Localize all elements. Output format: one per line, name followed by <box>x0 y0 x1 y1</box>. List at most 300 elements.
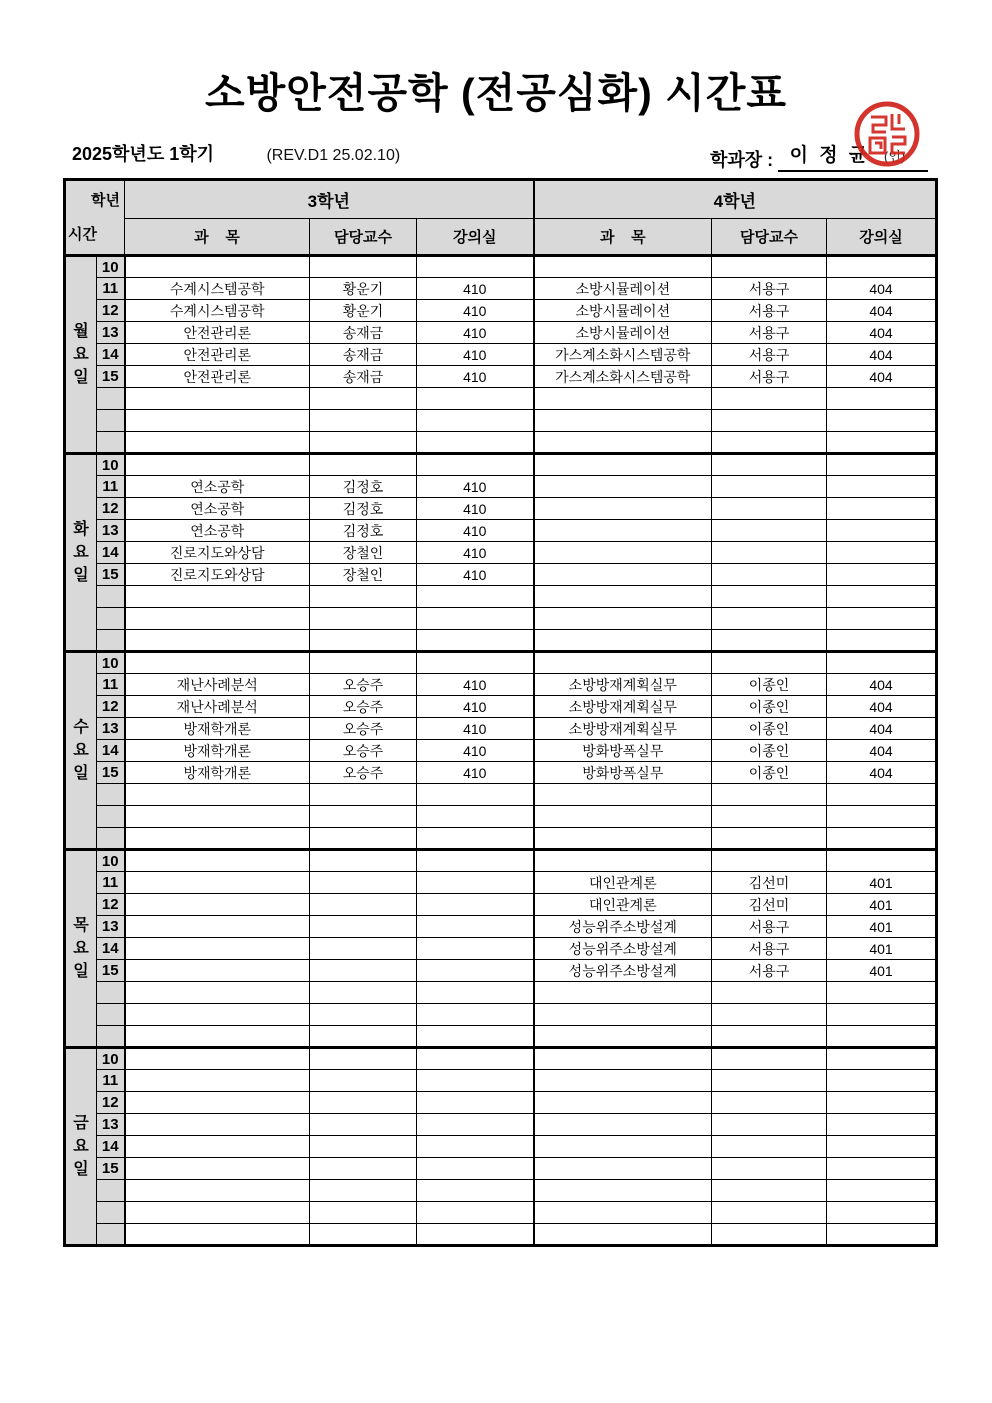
hour-cell: 13 <box>97 718 125 740</box>
timetable-row <box>65 432 937 454</box>
subject-cell-g3: 안전관리론 <box>125 322 310 344</box>
timetable-row <box>65 300 937 322</box>
room-cell-g3 <box>417 608 534 630</box>
subject-cell-g3 <box>125 608 310 630</box>
grade3-header: 3학년 <box>125 180 534 219</box>
timetable-body <box>65 256 937 1246</box>
subject-cell-g3 <box>125 1026 310 1048</box>
professor-cell-g3 <box>310 630 417 652</box>
room-cell-g4 <box>827 1048 937 1070</box>
approver-title: 학과장 : <box>710 150 774 170</box>
professor-cell-g4: 김선미 <box>712 894 827 916</box>
professor-cell-g4 <box>712 1092 827 1114</box>
room-cell-g3 <box>417 806 534 828</box>
room-cell-g3 <box>417 454 534 476</box>
hour-cell: 12 <box>97 498 125 520</box>
room-cell-g4: 404 <box>827 366 937 388</box>
day-label: 목 요 일 <box>65 850 97 1048</box>
subject-cell-g3 <box>125 630 310 652</box>
subject-cell-g4 <box>534 454 712 476</box>
timetable-row <box>65 982 937 1004</box>
professor-cell-g4 <box>712 1004 827 1026</box>
hour-cell: 11 <box>97 1070 125 1092</box>
professor-cell-g4 <box>712 806 827 828</box>
subject-cell-g4 <box>534 1070 712 1092</box>
subject-cell-g4 <box>534 564 712 586</box>
subject-cell-g4: 소방시뮬레이션 <box>534 322 712 344</box>
subject-cell-g4 <box>534 476 712 498</box>
room-cell-g4 <box>827 410 937 432</box>
room-cell-g4 <box>827 520 937 542</box>
room-cell-g4: 404 <box>827 740 937 762</box>
professor-cell-g4: 서용구 <box>712 300 827 322</box>
subject-cell-g3: 방재학개론 <box>125 762 310 784</box>
timetable-row <box>65 410 937 432</box>
professor-cell-g4: 김선미 <box>712 872 827 894</box>
subject-cell-g3: 연소공학 <box>125 476 310 498</box>
timetable-row <box>65 388 937 410</box>
subject-cell-g3 <box>125 652 310 674</box>
timetable-row <box>65 1158 937 1180</box>
professor-cell-g3 <box>310 410 417 432</box>
subject-cell-g4 <box>534 608 712 630</box>
room-cell-g4 <box>827 256 937 278</box>
professor-cell-g3: 오승주 <box>310 696 417 718</box>
professor-cell-g4 <box>712 1224 827 1246</box>
subject-cell-g4 <box>534 256 712 278</box>
hour-cell <box>97 432 125 454</box>
hour-cell <box>97 410 125 432</box>
subject-cell-g4: 소방시뮬레이션 <box>534 278 712 300</box>
subject-cell-g4 <box>534 1026 712 1048</box>
timetable-row <box>65 960 937 982</box>
professor-cell-g4: 이종인 <box>712 696 827 718</box>
room-cell-g3 <box>417 652 534 674</box>
hour-cell: 15 <box>97 564 125 586</box>
room-cell-g4 <box>827 564 937 586</box>
hour-cell: 12 <box>97 1092 125 1114</box>
room-cell-g4: 404 <box>827 344 937 366</box>
professor-cell-g4 <box>712 586 827 608</box>
subject-cell-g4 <box>534 520 712 542</box>
professor-cell-g3 <box>310 806 417 828</box>
timetable-row <box>65 1202 937 1224</box>
timetable-row <box>65 630 937 652</box>
subject-cell-g4 <box>534 542 712 564</box>
subject-cell-g4 <box>534 806 712 828</box>
timetable <box>63 178 938 1247</box>
professor-cell-g4 <box>712 410 827 432</box>
professor-cell-g4 <box>712 982 827 1004</box>
timetable-row <box>65 454 937 476</box>
room-cell-g4: 401 <box>827 872 937 894</box>
professor-cell-g3: 김정호 <box>310 476 417 498</box>
subject-cell-g4 <box>534 828 712 850</box>
professor-cell-g3 <box>310 872 417 894</box>
room-cell-g3: 410 <box>417 498 534 520</box>
room-cell-g3 <box>417 410 534 432</box>
subject-cell-g4: 가스계소화시스템공학 <box>534 344 712 366</box>
professor-cell-g4 <box>712 1114 827 1136</box>
subject-cell-g4 <box>534 652 712 674</box>
room-cell-g3: 410 <box>417 344 534 366</box>
corner-header <box>65 180 125 256</box>
subject-cell-g4 <box>534 432 712 454</box>
subject-cell-g3 <box>125 1114 310 1136</box>
hour-cell: 14 <box>97 542 125 564</box>
professor-cell-g4: 이종인 <box>712 718 827 740</box>
grade4-header: 4학년 <box>534 180 937 219</box>
timetable-row <box>65 850 937 872</box>
professor-cell-g4 <box>712 652 827 674</box>
hour-cell <box>97 1004 125 1026</box>
timetable-row <box>65 542 937 564</box>
hour-cell <box>97 982 125 1004</box>
timetable-row <box>65 828 937 850</box>
room-cell-g4 <box>827 630 937 652</box>
professor-cell-g4: 서용구 <box>712 366 827 388</box>
room-cell-g4 <box>827 1092 937 1114</box>
hour-cell <box>97 586 125 608</box>
subject-cell-g3 <box>125 1180 310 1202</box>
room-cell-g4: 401 <box>827 938 937 960</box>
subject-cell-g4: 대인관계론 <box>534 894 712 916</box>
room-cell-g4 <box>827 1158 937 1180</box>
hour-cell: 11 <box>97 278 125 300</box>
hour-cell: 12 <box>97 300 125 322</box>
hour-cell: 11 <box>97 674 125 696</box>
subject-cell-g3: 방재학개론 <box>125 740 310 762</box>
room-cell-g4 <box>827 1180 937 1202</box>
subject-cell-g3 <box>125 1048 310 1070</box>
room-cell-g4: 404 <box>827 762 937 784</box>
subject-cell-g4: 소방시뮬레이션 <box>534 300 712 322</box>
subject-cell-g4: 성능위주소방설계 <box>534 938 712 960</box>
timetable-row <box>65 938 937 960</box>
hour-cell: 15 <box>97 1158 125 1180</box>
professor-cell-g3 <box>310 1136 417 1158</box>
professor-cell-g4 <box>712 630 827 652</box>
professor-cell-g3: 송재금 <box>310 344 417 366</box>
subject-cell-g4 <box>534 1092 712 1114</box>
timetable-row <box>65 498 937 520</box>
room-cell-g4: 404 <box>827 300 937 322</box>
subject-cell-g4: 소방방재계획실무 <box>534 718 712 740</box>
subject-cell-g3 <box>125 1224 310 1246</box>
professor-cell-g3: 오승주 <box>310 674 417 696</box>
subject-cell-g4: 성능위주소방설계 <box>534 916 712 938</box>
room-cell-g3: 410 <box>417 542 534 564</box>
timetable-row <box>65 322 937 344</box>
room-cell-g3 <box>417 938 534 960</box>
professor-cell-g3 <box>310 1070 417 1092</box>
subject-cell-g4 <box>534 586 712 608</box>
subject-cell-g3: 재난사례분석 <box>125 674 310 696</box>
timetable-row <box>65 564 937 586</box>
subject-cell-g3: 방재학개론 <box>125 718 310 740</box>
room-cell-g3 <box>417 256 534 278</box>
room-cell-g3: 410 <box>417 476 534 498</box>
day-label: 월 요 일 <box>65 256 97 454</box>
timetable-row <box>65 344 937 366</box>
hour-cell: 10 <box>97 454 125 476</box>
room-cell-g4 <box>827 850 937 872</box>
hour-cell <box>97 1224 125 1246</box>
hour-cell: 10 <box>97 850 125 872</box>
room-cell-g4 <box>827 586 937 608</box>
timetable-row <box>65 872 937 894</box>
subject-cell-g4 <box>534 982 712 1004</box>
subject-cell-g3 <box>125 410 310 432</box>
hour-cell: 15 <box>97 762 125 784</box>
timetable-row <box>65 366 937 388</box>
room-cell-g3: 410 <box>417 674 534 696</box>
professor-cell-g3 <box>310 1224 417 1246</box>
room-cell-g4 <box>827 1004 937 1026</box>
room-cell-g4 <box>827 806 937 828</box>
room-cell-g3 <box>417 982 534 1004</box>
timetable-row <box>65 740 937 762</box>
professor-cell-g3 <box>310 1004 417 1026</box>
semester-label: 2025학년도 1학기 <box>72 144 214 164</box>
subject-cell-g3 <box>125 432 310 454</box>
timetable-row <box>65 520 937 542</box>
hour-cell: 14 <box>97 344 125 366</box>
professor-cell-g4 <box>712 520 827 542</box>
subject-cell-g4 <box>534 1004 712 1026</box>
subject-cell-g4 <box>534 1136 712 1158</box>
timetable-row <box>65 1180 937 1202</box>
professor-cell-g4 <box>712 828 827 850</box>
room-cell-g3: 410 <box>417 762 534 784</box>
room-cell-g3 <box>417 850 534 872</box>
professor-cell-g3 <box>310 916 417 938</box>
room-cell-g3 <box>417 1004 534 1026</box>
professor-cell-g4 <box>712 1026 827 1048</box>
room-cell-g3 <box>417 1180 534 1202</box>
room-cell-g3 <box>417 630 534 652</box>
timetable-row <box>65 784 937 806</box>
hour-cell <box>97 806 125 828</box>
room-cell-g4 <box>827 652 937 674</box>
timetable-row <box>65 608 937 630</box>
timetable-row <box>65 1092 937 1114</box>
semester-line <box>72 140 400 166</box>
subject-cell-g3: 수계시스템공학 <box>125 278 310 300</box>
subject-column-header-g4: 과 목 <box>534 219 712 256</box>
professor-cell-g4: 서용구 <box>712 344 827 366</box>
room-cell-g3 <box>417 388 534 410</box>
professor-cell-g4 <box>712 388 827 410</box>
subject-cell-g3 <box>125 256 310 278</box>
hour-cell: 14 <box>97 938 125 960</box>
room-cell-g3: 410 <box>417 696 534 718</box>
timetable-row <box>65 806 937 828</box>
timetable-row <box>65 894 937 916</box>
professor-cell-g4 <box>712 498 827 520</box>
room-cell-g3: 410 <box>417 520 534 542</box>
hour-cell <box>97 608 125 630</box>
room-cell-g4: 401 <box>827 916 937 938</box>
hour-cell: 12 <box>97 894 125 916</box>
room-cell-g3: 410 <box>417 564 534 586</box>
room-cell-g4 <box>827 432 937 454</box>
subject-cell-g4 <box>534 1224 712 1246</box>
subject-cell-g3 <box>125 1070 310 1092</box>
subject-cell-g3 <box>125 960 310 982</box>
subject-cell-g3 <box>125 982 310 1004</box>
subject-cell-g4 <box>534 1180 712 1202</box>
professor-cell-g3 <box>310 388 417 410</box>
hour-cell: 14 <box>97 740 125 762</box>
professor-cell-g4 <box>712 1070 827 1092</box>
revision-label: (REV.D1 25.02.10) <box>266 147 401 164</box>
room-cell-g4 <box>827 388 937 410</box>
hour-cell: 10 <box>97 652 125 674</box>
timetable-row <box>65 1004 937 1026</box>
subject-cell-g3 <box>125 828 310 850</box>
professor-cell-g4: 서용구 <box>712 916 827 938</box>
professor-cell-g3: 황운기 <box>310 278 417 300</box>
professor-cell-g3 <box>310 608 417 630</box>
subject-cell-g3 <box>125 806 310 828</box>
professor-cell-g3 <box>310 586 417 608</box>
room-cell-g4 <box>827 1070 937 1092</box>
room-cell-g4 <box>827 476 937 498</box>
timetable-row <box>65 256 937 278</box>
professor-cell-g3 <box>310 1092 417 1114</box>
subject-cell-g3 <box>125 388 310 410</box>
subject-cell-g3 <box>125 938 310 960</box>
room-cell-g3 <box>417 960 534 982</box>
professor-cell-g4 <box>712 784 827 806</box>
hour-cell: 15 <box>97 960 125 982</box>
professor-cell-g3 <box>310 1202 417 1224</box>
hour-cell: 12 <box>97 696 125 718</box>
room-cell-g3 <box>417 1158 534 1180</box>
room-cell-g4 <box>827 828 937 850</box>
hour-cell <box>97 1202 125 1224</box>
room-cell-g3 <box>417 1136 534 1158</box>
room-cell-g4 <box>827 1136 937 1158</box>
professor-cell-g4 <box>712 1158 827 1180</box>
room-cell-g4 <box>827 454 937 476</box>
timetable-row <box>65 1026 937 1048</box>
hour-cell <box>97 1026 125 1048</box>
room-cell-g4 <box>827 784 937 806</box>
professor-cell-g3: 오승주 <box>310 740 417 762</box>
subject-cell-g4 <box>534 1202 712 1224</box>
professor-cell-g3 <box>310 454 417 476</box>
subject-cell-g3 <box>125 850 310 872</box>
professor-cell-g3 <box>310 960 417 982</box>
subject-cell-g3 <box>125 916 310 938</box>
subject-cell-g4 <box>534 1048 712 1070</box>
hour-cell <box>97 828 125 850</box>
room-column-header-g3: 강의실 <box>417 219 534 256</box>
subject-cell-g4: 대인관계론 <box>534 872 712 894</box>
subject-cell-g3 <box>125 454 310 476</box>
subject-cell-g4 <box>534 784 712 806</box>
room-cell-g3 <box>417 784 534 806</box>
room-cell-g4 <box>827 1026 937 1048</box>
professor-cell-g3: 김정호 <box>310 520 417 542</box>
subject-cell-g3 <box>125 872 310 894</box>
professor-cell-g3 <box>310 1114 417 1136</box>
subject-cell-g4 <box>534 850 712 872</box>
room-cell-g3 <box>417 1202 534 1224</box>
subject-cell-g3 <box>125 586 310 608</box>
professor-cell-g4: 서용구 <box>712 322 827 344</box>
subject-cell-g3: 수계시스템공학 <box>125 300 310 322</box>
hour-cell: 13 <box>97 520 125 542</box>
timetable-row <box>65 674 937 696</box>
corner-grade-label: 학년 <box>91 192 120 209</box>
subject-cell-g4: 가스계소화시스템공학 <box>534 366 712 388</box>
subject-cell-g3: 연소공학 <box>125 498 310 520</box>
room-cell-g3 <box>417 894 534 916</box>
room-cell-g4: 404 <box>827 674 937 696</box>
timetable-row <box>65 696 937 718</box>
professor-cell-g3 <box>310 1180 417 1202</box>
subject-cell-g3: 진로지도와상담 <box>125 564 310 586</box>
red-seal-stamp-icon <box>851 98 923 170</box>
hour-cell: 13 <box>97 1114 125 1136</box>
professor-cell-g4 <box>712 1136 827 1158</box>
professor-cell-g4 <box>712 1180 827 1202</box>
professor-cell-g3 <box>310 784 417 806</box>
subject-cell-g3: 진로지도와상담 <box>125 542 310 564</box>
professor-cell-g3 <box>310 850 417 872</box>
professor-cell-g4 <box>712 850 827 872</box>
room-cell-g4 <box>827 1114 937 1136</box>
room-cell-g4 <box>827 498 937 520</box>
room-cell-g4 <box>827 982 937 1004</box>
room-cell-g4 <box>827 608 937 630</box>
subject-cell-g4 <box>534 1114 712 1136</box>
professor-cell-g4: 이종인 <box>712 762 827 784</box>
timetable-row <box>65 652 937 674</box>
hour-cell: 10 <box>97 256 125 278</box>
professor-cell-g4 <box>712 256 827 278</box>
professor-cell-g3: 장철인 <box>310 542 417 564</box>
subject-cell-g3: 안전관리론 <box>125 366 310 388</box>
timetable-row <box>65 718 937 740</box>
room-cell-g3 <box>417 916 534 938</box>
timetable-row <box>65 1070 937 1092</box>
timetable-row <box>65 1224 937 1246</box>
professor-column-header-g4: 담당교수 <box>712 219 827 256</box>
approver-name: 이 정 균 <box>778 140 928 172</box>
professor-cell-g4: 이종인 <box>712 674 827 696</box>
professor-cell-g3: 송재금 <box>310 322 417 344</box>
room-cell-g4: 404 <box>827 696 937 718</box>
subject-cell-g3 <box>125 894 310 916</box>
room-cell-g3 <box>417 586 534 608</box>
hour-cell: 13 <box>97 322 125 344</box>
subject-cell-g4: 방화방폭실무 <box>534 762 712 784</box>
subject-cell-g4: 방화방폭실무 <box>534 740 712 762</box>
page-title: 소방안전공학 (전공심화) 시간표 <box>205 70 787 116</box>
professor-cell-g4 <box>712 454 827 476</box>
hour-cell <box>97 388 125 410</box>
room-cell-g3 <box>417 1026 534 1048</box>
room-cell-g3: 410 <box>417 740 534 762</box>
professor-cell-g3 <box>310 652 417 674</box>
subject-cell-g3 <box>125 1092 310 1114</box>
professor-cell-g3 <box>310 1026 417 1048</box>
professor-cell-g3: 장철인 <box>310 564 417 586</box>
